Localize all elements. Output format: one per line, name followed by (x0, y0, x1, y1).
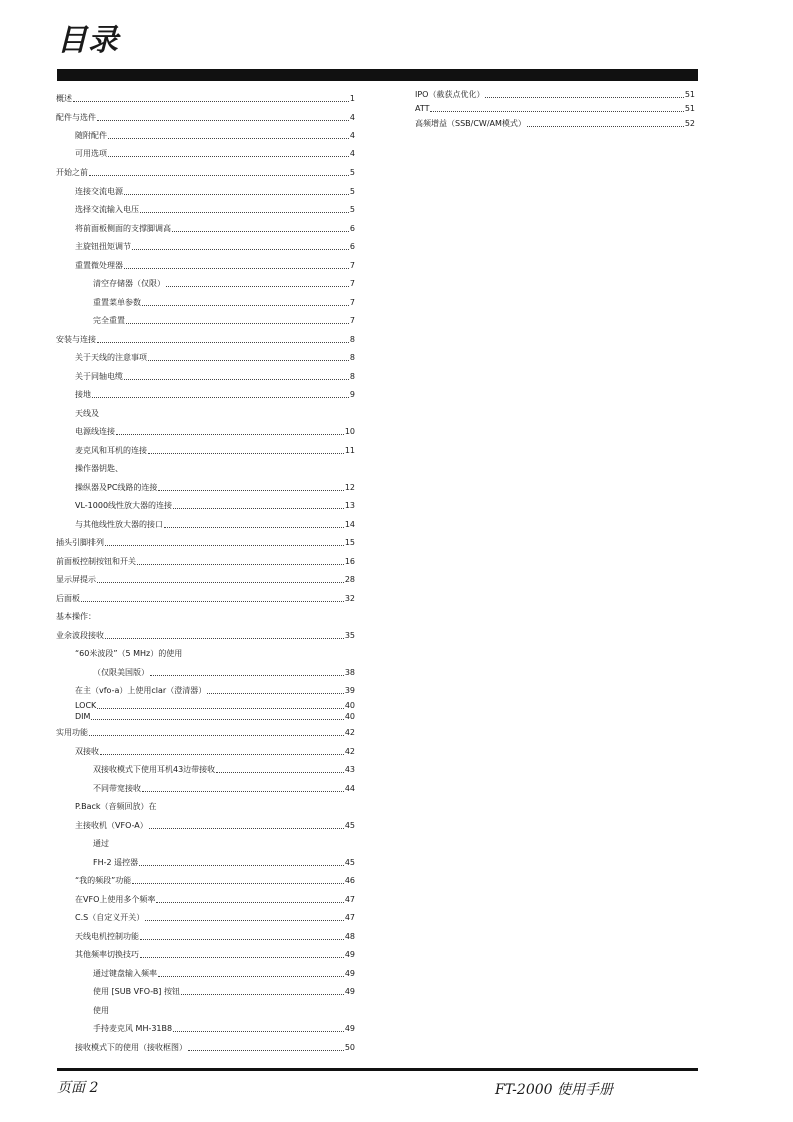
toc-entry-label: 使用 [SUB VFO-B] 按钮 (93, 987, 180, 996)
toc-entry-page: 8 (349, 335, 355, 344)
toc-entry[interactable] (75, 353, 355, 363)
dot-leader (139, 864, 344, 866)
toc-entry[interactable] (415, 119, 695, 129)
dot-leader (108, 137, 349, 139)
toc-entry-label: 操作器钥匙、 (75, 464, 123, 473)
toc-entry[interactable] (75, 802, 355, 812)
toc-entry-page: 7 (349, 279, 355, 288)
toc-entry-label: 开始之前 (56, 168, 88, 177)
dot-leader (97, 707, 344, 709)
toc-entry-label: 后面板 (56, 594, 80, 603)
dot-leader (173, 1030, 344, 1032)
toc-entry-label: 接收模式下的使用（接收框图） (75, 1043, 187, 1052)
toc-entry[interactable] (93, 298, 355, 308)
toc-entry-label: DIM (75, 712, 91, 721)
toc-entry-label: 与其他线性放大器的接口 (75, 520, 163, 529)
toc-entry-page: 45 (344, 858, 355, 867)
toc-entry-label: 随附配件 (75, 131, 107, 140)
toc-entry-page: 15 (344, 538, 355, 547)
dot-leader (92, 396, 349, 398)
toc-entry[interactable] (75, 427, 355, 437)
toc-entry[interactable] (75, 747, 355, 757)
toc-entry-label: 将前面板侧面的支撑脚调高 (75, 224, 171, 233)
toc-entry-label: 电源线连接 (75, 427, 115, 436)
toc-entry-label: 关于同轴电缆 (75, 372, 123, 381)
toc-entry-page: 52 (684, 119, 695, 128)
toc-entry-page: 49 (344, 1024, 355, 1033)
toc-entry-label: 前面板控制按钮和开关 (56, 557, 136, 566)
dot-leader (188, 1049, 344, 1051)
dot-leader (73, 100, 349, 102)
toc-entry-label: VL-1000线性放大器的连接 (75, 501, 173, 510)
toc-entry-label: 天线及 (75, 409, 99, 418)
dot-leader (140, 938, 344, 940)
toc-entry-label: 高频增益（SSB/CW/AM模式） (415, 119, 526, 128)
toc-entry-page: 35 (344, 631, 355, 640)
toc-entry[interactable] (75, 520, 355, 530)
toc-entry-label: 连接交流电源 (75, 187, 123, 196)
dot-leader (100, 753, 344, 755)
toc-entry[interactable] (56, 335, 355, 345)
toc-entry-page: 11 (344, 446, 355, 455)
toc-entry-page: 10 (344, 427, 355, 436)
dot-leader (148, 452, 344, 454)
footer-manual-title: FT-2000 使用手册 (494, 1082, 613, 1098)
toc-entry-label: 麦克风和耳机的连接 (75, 446, 147, 455)
toc-entry-label: 在VFO上使用多个频率 (75, 895, 156, 904)
toc-entry-label: 清空存储器（仅限） (93, 279, 165, 288)
toc-entry[interactable] (75, 446, 355, 456)
toc-entry[interactable] (56, 94, 355, 104)
toc-entry-page: 32 (344, 594, 355, 603)
toc-entry-page: 43 (344, 765, 355, 774)
dot-leader (124, 193, 349, 195)
toc-entry-label: 选择交流输入电压 (75, 205, 139, 214)
toc-entry-label: 双接收模式下使用耳机43边带接收 (93, 765, 216, 774)
toc-entry-label: 通过 (93, 839, 109, 848)
dot-leader (89, 174, 349, 176)
toc-entry-label: 其他频率切换技巧 (75, 950, 139, 959)
toc-entry[interactable] (56, 612, 355, 622)
toc-entry-page: 42 (344, 728, 355, 737)
toc-entry-label: FH-2 遥控器 (93, 858, 139, 867)
dot-leader (142, 304, 349, 306)
dot-leader (126, 322, 349, 324)
dot-leader (91, 718, 343, 720)
toc-entry-label: 天线电机控制功能 (75, 932, 139, 941)
toc-entry[interactable] (75, 390, 355, 400)
toc-entry[interactable] (415, 104, 695, 114)
toc-entry[interactable] (56, 557, 355, 567)
toc-entry-page: 44 (344, 784, 355, 793)
toc-entry-label: 可用选项 (75, 149, 107, 158)
dot-leader (116, 433, 344, 435)
toc-entry-page: 42 (344, 747, 355, 756)
toc-entry-label: 使用 (93, 1006, 109, 1015)
toc-entry-label: 概述 (56, 94, 72, 103)
dot-leader (164, 526, 344, 528)
toc-entry[interactable] (75, 701, 355, 711)
dot-leader (132, 248, 349, 250)
toc-entry-page: 4 (349, 113, 355, 122)
toc-entry-page: 51 (684, 104, 695, 113)
page-title: 目录 (57, 23, 119, 58)
toc-entry[interactable] (93, 1024, 355, 1034)
toc-entry[interactable] (93, 316, 355, 326)
dot-leader (132, 882, 344, 884)
toc-entry-page: 50 (344, 1043, 355, 1052)
toc-entry[interactable] (75, 686, 355, 696)
dot-leader (108, 155, 349, 157)
toc-entry-label: LOCK (75, 701, 97, 710)
toc-entry-label: P.Back（音频回放）在 (75, 802, 157, 811)
toc-entry[interactable] (56, 168, 355, 178)
toc-entry-label: 在主（vfo-a）上使用clar（澄清器） (75, 686, 207, 695)
dot-leader (105, 544, 344, 546)
dot-leader (150, 674, 344, 676)
dot-leader (216, 771, 344, 773)
toc-entry-page: 49 (344, 987, 355, 996)
toc-entry-label: 重置菜单参数 (93, 298, 141, 307)
toc-entry[interactable] (75, 1043, 355, 1053)
toc-entry-label: 安装与连接 (56, 335, 96, 344)
toc-entry[interactable] (75, 187, 355, 197)
header-rule (57, 69, 698, 81)
toc-entry-page: 48 (344, 932, 355, 941)
dot-leader (145, 919, 344, 921)
dot-leader (527, 125, 684, 127)
dot-leader (158, 975, 344, 977)
toc-entry[interactable] (75, 224, 355, 234)
toc-entry-label: 主旋钮扭矩调节 (75, 242, 131, 251)
toc-entry[interactable] (56, 728, 355, 738)
toc-entry-page: 7 (349, 316, 355, 325)
toc-entry-page: 28 (344, 575, 355, 584)
dot-leader (124, 378, 349, 380)
toc-entry[interactable] (93, 784, 355, 794)
toc-entry[interactable] (75, 149, 355, 159)
dot-leader (148, 359, 349, 361)
toc-entry-label: IPO（截获点优化） (415, 90, 485, 99)
dot-leader (97, 581, 344, 583)
dot-leader (97, 341, 349, 343)
toc-entry-label: ATT (415, 104, 430, 113)
toc-entry-page: 49 (344, 969, 355, 978)
toc-entry[interactable] (75, 712, 355, 722)
toc-entry-page: 40 (344, 712, 355, 721)
toc-entry[interactable] (75, 205, 355, 215)
dot-leader (140, 956, 344, 958)
toc-entry-page: 39 (344, 686, 355, 695)
toc-entry-page: 12 (344, 483, 355, 492)
toc-entry-label: 业余波段接收 (56, 631, 104, 640)
dot-leader (97, 119, 349, 121)
toc-entry[interactable] (75, 483, 355, 493)
toc-entry-label: 基本操作： (56, 612, 96, 621)
toc-entry-label: 显示屏提示 (56, 575, 96, 584)
toc-entry[interactable] (93, 987, 355, 997)
toc-entry[interactable] (93, 858, 355, 868)
toc-entry-page: 8 (349, 372, 355, 381)
toc-entry[interactable] (415, 90, 695, 100)
dot-leader (89, 734, 344, 736)
toc-entry-page: 45 (344, 821, 355, 830)
toc-entry[interactable] (93, 279, 355, 289)
dot-leader (124, 267, 349, 269)
toc-entry[interactable] (75, 464, 355, 474)
dot-leader (156, 901, 343, 903)
toc-entry[interactable] (75, 372, 355, 382)
toc-entry-label: 操纵器及PC线路的连接 (75, 483, 158, 492)
dot-leader (149, 827, 344, 829)
toc-entry-page: 5 (349, 205, 355, 214)
toc-entry-page: 6 (349, 242, 355, 251)
toc-entry-page: 38 (344, 668, 355, 677)
footer-rule (57, 1068, 698, 1071)
toc-entry[interactable] (93, 668, 355, 678)
dot-leader (181, 993, 344, 995)
toc-entry[interactable] (75, 131, 355, 141)
dot-leader (158, 489, 343, 491)
dot-leader (207, 692, 344, 694)
toc-entry[interactable] (75, 913, 355, 923)
toc-entry-label: 主接收机（VFO-A） (75, 821, 148, 830)
toc-entry[interactable] (75, 950, 355, 960)
toc-entry[interactable] (75, 895, 355, 905)
toc-entry-label: 接地 (75, 390, 91, 399)
toc-entry-page: 5 (349, 168, 355, 177)
toc-entry-label: “我的频段”功能 (75, 876, 132, 885)
toc-entry[interactable] (75, 649, 355, 659)
toc-entry-page: 47 (344, 913, 355, 922)
dot-leader (166, 285, 349, 287)
toc-entry[interactable] (75, 932, 355, 942)
toc-entry-page: 16 (344, 557, 355, 566)
toc-entry[interactable] (75, 501, 355, 511)
dot-leader (105, 637, 344, 639)
toc-entry[interactable] (56, 594, 355, 604)
toc-entry-page: 49 (344, 950, 355, 959)
toc-entry-page: 47 (344, 895, 355, 904)
toc-entry-page: 4 (349, 149, 355, 158)
toc-entry-page: 7 (349, 261, 355, 270)
toc-entry-label: 手持麦克风 MH-31B8 (93, 1024, 173, 1033)
toc-entry-page: 40 (344, 701, 355, 710)
toc-entry-page: 9 (349, 390, 355, 399)
dot-leader (485, 96, 683, 98)
toc-entry-label: 双接收 (75, 747, 99, 756)
toc-entry[interactable] (75, 261, 355, 271)
toc-entry-page: 8 (349, 353, 355, 362)
toc-entry-page: 14 (344, 520, 355, 529)
dot-leader (430, 110, 683, 112)
dot-leader (142, 790, 344, 792)
toc-entry[interactable] (75, 409, 355, 419)
toc-entry[interactable] (56, 575, 355, 585)
toc-entry[interactable] (93, 765, 355, 775)
toc-entry-page: 4 (349, 131, 355, 140)
dot-leader (81, 600, 344, 602)
toc-entry-label: 通过键盘输入频率 (93, 969, 157, 978)
toc-entry[interactable] (93, 1006, 355, 1016)
toc-entry[interactable] (56, 113, 355, 123)
toc-entry-label: 实用功能 (56, 728, 88, 737)
toc-entry-page: 13 (344, 501, 355, 510)
toc-entry[interactable] (93, 839, 355, 849)
toc-entry-label: 重置微处理器 (75, 261, 123, 270)
toc-entry-label: 完全重置 (93, 316, 125, 325)
toc-entry-page: 1 (349, 94, 355, 103)
toc-entry-page: 51 (684, 90, 695, 99)
toc-entry[interactable] (75, 876, 355, 886)
toc-entry-label: 关于天线的注意事项 (75, 353, 147, 362)
toc-entry[interactable] (56, 538, 355, 548)
toc-entry-label: （仅限美国版） (93, 668, 149, 677)
toc-entry-label: 插头引脚排列 (56, 538, 104, 547)
toc-entry-page: 5 (349, 187, 355, 196)
toc-entry-page: 6 (349, 224, 355, 233)
toc-entry-page: 7 (349, 298, 355, 307)
toc-entry[interactable] (56, 631, 355, 641)
dot-leader (173, 507, 344, 509)
toc-entry[interactable] (93, 969, 355, 979)
toc-entry-label: “60米波段”（5 MHz）的使用 (75, 649, 183, 658)
dot-leader (172, 230, 349, 232)
dot-leader (137, 563, 344, 565)
toc-entry-label: 配件与选件 (56, 113, 96, 122)
footer-page-label: 页面 2 (57, 1080, 99, 1096)
toc-entry[interactable] (75, 242, 355, 252)
toc-entry-label: 不同带宽接收 (93, 784, 141, 793)
dot-leader (140, 211, 349, 213)
toc-entry[interactable] (75, 821, 355, 831)
toc-entry-label: C.S（自定义开关） (75, 913, 145, 922)
toc-entry-page: 46 (344, 876, 355, 885)
